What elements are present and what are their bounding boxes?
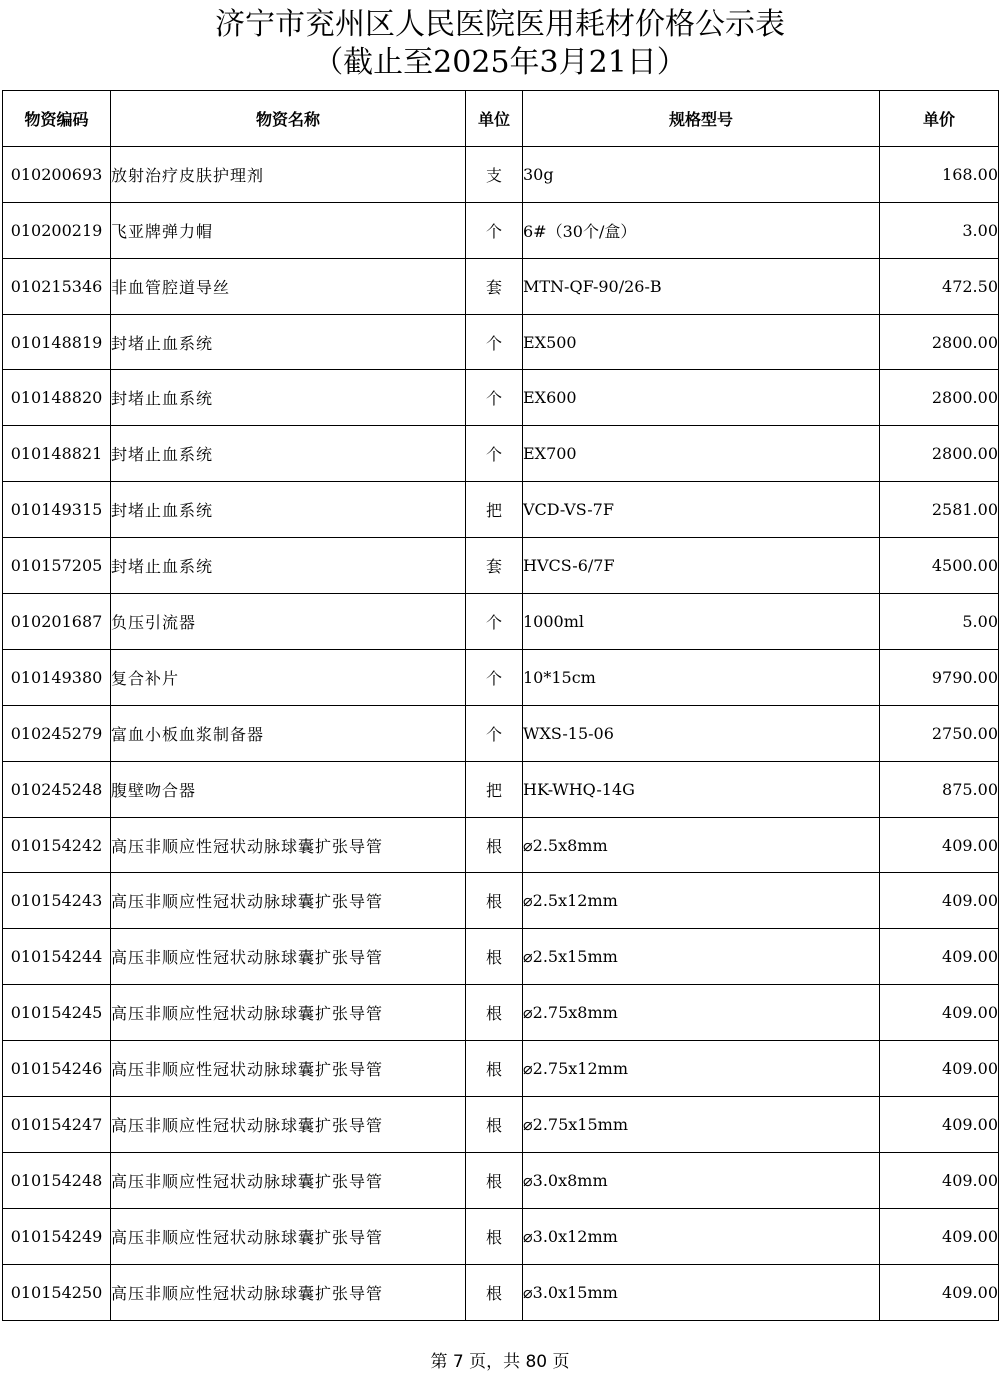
cell-name: 封堵止血系统 — [111, 482, 466, 538]
table-row — [3, 370, 999, 426]
table-row — [3, 258, 999, 314]
cell-spec: WXS-15-06 — [523, 705, 880, 761]
cell-code: 010154244 — [3, 929, 111, 985]
cell-unit: 根 — [466, 1041, 523, 1097]
page-title: 济宁市兖州区人民医院医用耗材价格公示表 — [215, 7, 785, 42]
table-row — [3, 817, 999, 873]
cell-code: 010154243 — [3, 873, 111, 929]
cell-spec: EX600 — [523, 370, 880, 426]
cell-unit: 个 — [466, 705, 523, 761]
cell-spec: HVCS-6/7F — [523, 538, 880, 594]
cell-unit: 根 — [466, 1208, 523, 1264]
cell-code: 010148819 — [3, 314, 111, 370]
table-row — [3, 873, 999, 929]
table-row — [3, 1264, 999, 1320]
table-row — [3, 202, 999, 258]
cell-price: 875.00 — [880, 761, 999, 817]
cell-name: 高压非顺应性冠状动脉球囊扩张导管 — [111, 1152, 466, 1208]
cell-spec: HK-WHQ-14G — [523, 761, 880, 817]
cell-name: 非血管腔道导丝 — [111, 258, 466, 314]
cell-spec: ⌀2.5x15mm — [523, 929, 880, 985]
cell-name: 高压非顺应性冠状动脉球囊扩张导管 — [111, 1208, 466, 1264]
cell-price: 2800.00 — [880, 370, 999, 426]
cell-price: 409.00 — [880, 1041, 999, 1097]
cell-unit: 根 — [466, 1097, 523, 1153]
cell-name: 封堵止血系统 — [111, 370, 466, 426]
table-row — [3, 314, 999, 370]
header-unit: 单位 — [466, 91, 523, 147]
cell-price: 409.00 — [880, 873, 999, 929]
cell-spec: MTN-QF-90/26-B — [523, 258, 880, 314]
cell-code: 010149380 — [3, 649, 111, 705]
cell-unit: 根 — [466, 985, 523, 1041]
cell-price: 4500.00 — [880, 538, 999, 594]
cell-name: 封堵止血系统 — [111, 314, 466, 370]
cell-name: 高压非顺应性冠状动脉球囊扩张导管 — [111, 1097, 466, 1153]
header-spec: 规格型号 — [523, 91, 880, 147]
cell-spec: ⌀3.0x12mm — [523, 1208, 880, 1264]
cell-name: 负压引流器 — [111, 594, 466, 650]
cell-price: 409.00 — [880, 817, 999, 873]
cell-name: 高压非顺应性冠状动脉球囊扩张导管 — [111, 1264, 466, 1320]
cell-name: 封堵止血系统 — [111, 426, 466, 482]
table-body — [3, 146, 999, 1320]
header-code: 物资编码 — [3, 91, 111, 147]
cell-code: 010154250 — [3, 1264, 111, 1320]
table-row — [3, 426, 999, 482]
cell-code: 010154245 — [3, 985, 111, 1041]
cell-code: 010200219 — [3, 202, 111, 258]
table-row — [3, 482, 999, 538]
table-row — [3, 705, 999, 761]
cell-code: 010201687 — [3, 594, 111, 650]
page-subtitle-date: （截止至2025年3月21日） — [313, 45, 687, 80]
cell-price: 168.00 — [880, 146, 999, 202]
cell-spec: ⌀2.5x8mm — [523, 817, 880, 873]
cell-spec: ⌀2.75x12mm — [523, 1041, 880, 1097]
cell-unit: 个 — [466, 649, 523, 705]
table-row — [3, 1152, 999, 1208]
cell-unit: 根 — [466, 1264, 523, 1320]
cell-spec: ⌀3.0x15mm — [523, 1264, 880, 1320]
cell-name: 复合补片 — [111, 649, 466, 705]
table-row — [3, 146, 999, 202]
cell-unit: 个 — [466, 202, 523, 258]
table-row — [3, 761, 999, 817]
table-row — [3, 1208, 999, 1264]
cell-code: 010215346 — [3, 258, 111, 314]
cell-price: 9790.00 — [880, 649, 999, 705]
cell-unit: 个 — [466, 370, 523, 426]
cell-price: 409.00 — [880, 1264, 999, 1320]
cell-code: 010154248 — [3, 1152, 111, 1208]
cell-spec: VCD-VS-7F — [523, 482, 880, 538]
table-row — [3, 985, 999, 1041]
cell-spec: 6#（30个/盒） — [523, 202, 880, 258]
cell-spec: EX700 — [523, 426, 880, 482]
cell-price: 409.00 — [880, 1208, 999, 1264]
cell-price: 472.50 — [880, 258, 999, 314]
cell-name: 放射治疗皮肤护理剂 — [111, 146, 466, 202]
table-header-row — [3, 91, 999, 147]
cell-spec: ⌀2.75x8mm — [523, 985, 880, 1041]
cell-spec: 30g — [523, 146, 880, 202]
table-row — [3, 929, 999, 985]
table-row — [3, 649, 999, 705]
cell-code: 010154249 — [3, 1208, 111, 1264]
cell-spec: ⌀3.0x8mm — [523, 1152, 880, 1208]
cell-price: 409.00 — [880, 929, 999, 985]
cell-name: 富血小板血浆制备器 — [111, 705, 466, 761]
cell-unit: 个 — [466, 594, 523, 650]
cell-spec: 1000ml — [523, 594, 880, 650]
cell-name: 高压非顺应性冠状动脉球囊扩张导管 — [111, 1041, 466, 1097]
cell-unit: 把 — [466, 761, 523, 817]
cell-unit: 根 — [466, 1152, 523, 1208]
cell-price: 409.00 — [880, 1152, 999, 1208]
cell-name: 高压非顺应性冠状动脉球囊扩张导管 — [111, 985, 466, 1041]
cell-code: 010148820 — [3, 370, 111, 426]
cell-unit: 根 — [466, 873, 523, 929]
cell-price: 409.00 — [880, 985, 999, 1041]
cell-unit: 根 — [466, 929, 523, 985]
table-row — [3, 594, 999, 650]
header-name: 物资名称 — [111, 91, 466, 147]
cell-price: 5.00 — [880, 594, 999, 650]
cell-name: 腹壁吻合器 — [111, 761, 466, 817]
cell-unit: 套 — [466, 258, 523, 314]
cell-name: 封堵止血系统 — [111, 538, 466, 594]
page-number: 第 7 页，共 80 页 — [430, 1352, 570, 1372]
cell-code: 010245279 — [3, 705, 111, 761]
cell-price: 2750.00 — [880, 705, 999, 761]
cell-name: 高压非顺应性冠状动脉球囊扩张导管 — [111, 817, 466, 873]
cell-unit: 套 — [466, 538, 523, 594]
cell-price: 2581.00 — [880, 482, 999, 538]
price-table — [2, 90, 999, 1321]
cell-unit: 根 — [466, 817, 523, 873]
cell-code: 010200693 — [3, 146, 111, 202]
cell-spec: ⌀2.5x12mm — [523, 873, 880, 929]
cell-code: 010157205 — [3, 538, 111, 594]
cell-unit: 个 — [466, 314, 523, 370]
table-row — [3, 1041, 999, 1097]
cell-unit: 个 — [466, 426, 523, 482]
cell-spec: 10*15cm — [523, 649, 880, 705]
cell-spec: ⌀2.75x15mm — [523, 1097, 880, 1153]
cell-name: 飞亚牌弹力帽 — [111, 202, 466, 258]
cell-price: 2800.00 — [880, 314, 999, 370]
cell-price: 3.00 — [880, 202, 999, 258]
cell-code: 010149315 — [3, 482, 111, 538]
cell-code: 010148821 — [3, 426, 111, 482]
table-row — [3, 538, 999, 594]
cell-code: 010154246 — [3, 1041, 111, 1097]
cell-code: 010245248 — [3, 761, 111, 817]
table-row — [3, 1097, 999, 1153]
cell-spec: EX500 — [523, 314, 880, 370]
header-price: 单价 — [880, 91, 999, 147]
cell-unit: 把 — [466, 482, 523, 538]
cell-code: 010154242 — [3, 817, 111, 873]
cell-price: 409.00 — [880, 1097, 999, 1153]
cell-code: 010154247 — [3, 1097, 111, 1153]
cell-unit: 支 — [466, 146, 523, 202]
cell-price: 2800.00 — [880, 426, 999, 482]
cell-name: 高压非顺应性冠状动脉球囊扩张导管 — [111, 873, 466, 929]
cell-name: 高压非顺应性冠状动脉球囊扩张导管 — [111, 929, 466, 985]
